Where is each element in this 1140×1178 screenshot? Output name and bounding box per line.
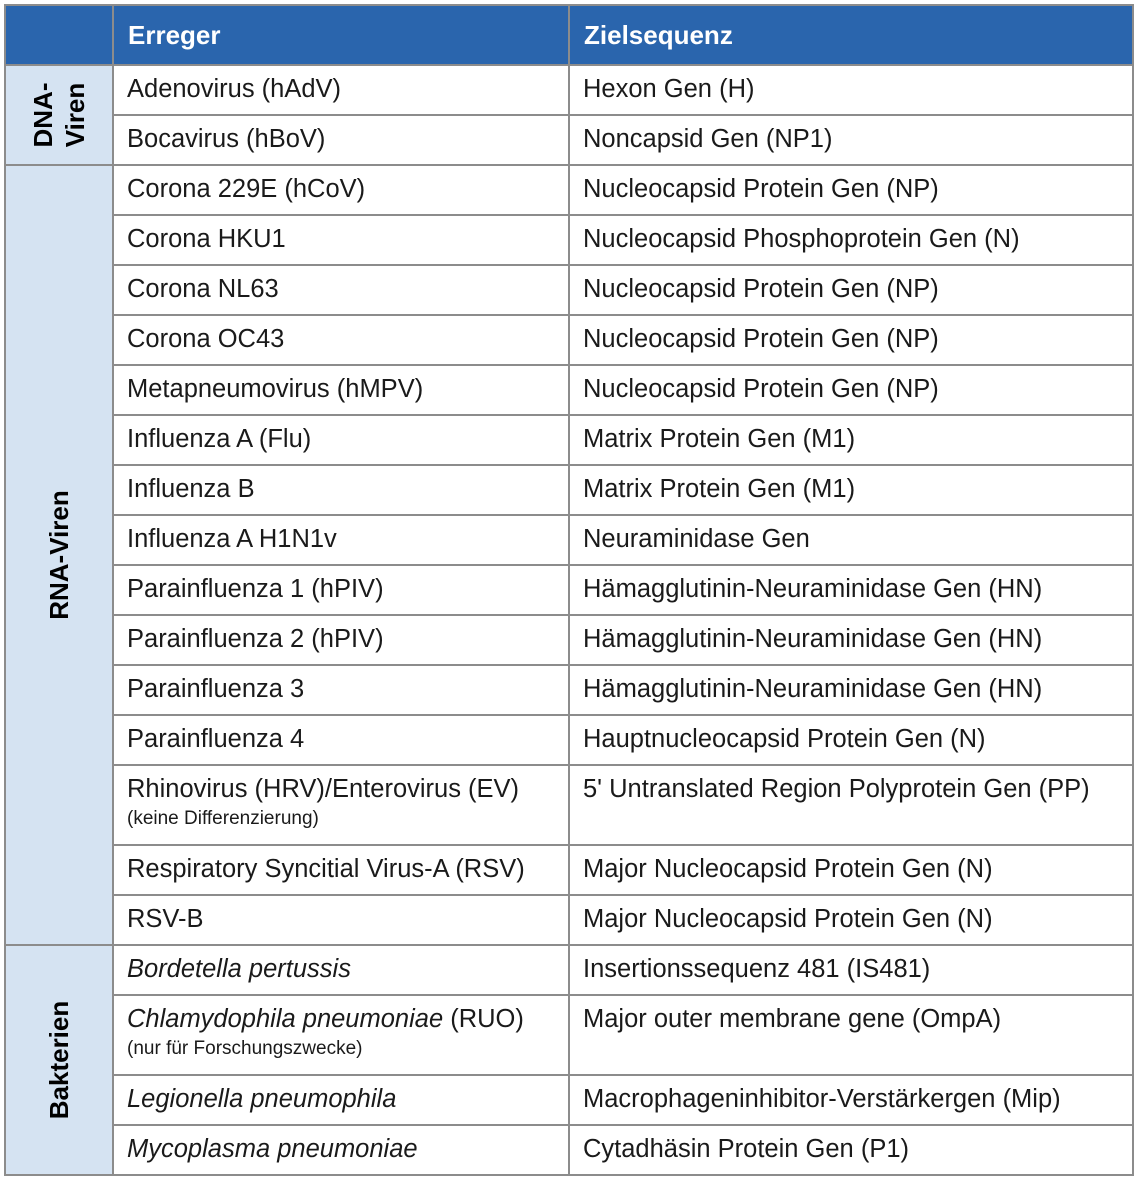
pathogen-cell: Bordetella pertussis	[113, 945, 569, 995]
table-row	[5, 995, 1133, 1075]
target-cell: Noncapsid Gen (NP1)	[569, 115, 1133, 165]
table-row	[5, 1125, 1133, 1175]
target-cell: Hämagglutinin-Neuraminidase Gen (HN)	[569, 665, 1133, 715]
target-cell: Hexon Gen (H)	[569, 65, 1133, 115]
pathogen-cell: Mycoplasma pneumoniae	[113, 1125, 569, 1175]
pathogen-cell: Metapneumovirus (hMPV)	[113, 365, 569, 415]
group-label-bakterien: Bakterien	[5, 945, 113, 1175]
pathogen-cell: Corona HKU1	[113, 215, 569, 265]
pathogen-cell: RSV-B	[113, 895, 569, 945]
table-row	[5, 515, 1133, 565]
target-cell: Hämagglutinin-Neuraminidase Gen (HN)	[569, 565, 1133, 615]
target-cell: 5' Untranslated Region Polyprotein Gen (PP)	[569, 765, 1133, 845]
target-cell: Nucleocapsid Protein Gen (NP)	[569, 265, 1133, 315]
table-row	[5, 65, 1133, 115]
table-header-row	[5, 5, 1133, 65]
pathogen-cell: Bocavirus (hBoV)	[113, 115, 569, 165]
table-row	[5, 465, 1133, 515]
target-cell: Hämagglutinin-Neuraminidase Gen (HN)	[569, 615, 1133, 665]
target-cell: Macrophageninhibitor-Verstärkergen (Mip)	[569, 1075, 1133, 1125]
pathogen-cell: Legionella pneumophila	[113, 1075, 569, 1125]
table-row	[5, 215, 1133, 265]
target-cell: Nucleocapsid Protein Gen (NP)	[569, 365, 1133, 415]
target-cell: Nucleocapsid Protein Gen (NP)	[569, 165, 1133, 215]
pathogen-target-table	[4, 4, 1134, 1176]
target-cell: Nucleocapsid Phosphoprotein Gen (N)	[569, 215, 1133, 265]
target-cell: Matrix Protein Gen (M1)	[569, 415, 1133, 465]
group-label-rna-viren: RNA-Viren	[5, 165, 113, 945]
target-cell: Nucleocapsid Protein Gen (NP)	[569, 315, 1133, 365]
table-row	[5, 265, 1133, 315]
table-row	[5, 115, 1133, 165]
table-row	[5, 315, 1133, 365]
pathogen-note: (nur für Forschungszwecke)	[127, 1038, 363, 1059]
table-row	[5, 665, 1133, 715]
target-cell: Neuraminidase Gen	[569, 515, 1133, 565]
pathogen-cell: Influenza B	[113, 465, 569, 515]
header-pathogen: Erreger	[113, 5, 569, 65]
table-row	[5, 615, 1133, 665]
pathogen-cell: Influenza A H1N1v	[113, 515, 569, 565]
pathogen-cell: Parainfluenza 2 (hPIV)	[113, 615, 569, 665]
pathogen-name: Chlamydophila pneumoniae	[127, 1005, 444, 1033]
target-cell: Insertionssequenz 481 (IS481)	[569, 945, 1133, 995]
pathogen-table-container	[4, 4, 1134, 1176]
pathogen-cell: Parainfluenza 4	[113, 715, 569, 765]
target-cell: Major outer membrane gene (OmpA)	[569, 995, 1133, 1075]
table-row	[5, 765, 1133, 845]
table-row	[5, 945, 1133, 995]
target-cell: Hauptnucleocapsid Protein Gen (N)	[569, 715, 1133, 765]
target-cell: Matrix Protein Gen (M1)	[569, 465, 1133, 515]
table-row	[5, 415, 1133, 465]
pathogen-suffix: (RUO)	[443, 1005, 524, 1033]
table-row	[5, 845, 1133, 895]
pathogen-cell: Corona NL63	[113, 265, 569, 315]
table-row	[5, 895, 1133, 945]
target-cell: Major Nucleocapsid Protein Gen (N)	[569, 845, 1133, 895]
table-row	[5, 165, 1133, 215]
pathogen-cell: Respiratory Syncitial Virus-A (RSV)	[113, 845, 569, 895]
pathogen-cell	[113, 765, 569, 845]
target-cell: Major Nucleocapsid Protein Gen (N)	[569, 895, 1133, 945]
header-target-sequence: Zielsequenz	[569, 5, 1133, 65]
pathogen-cell: Corona 229E (hCoV)	[113, 165, 569, 215]
pathogen-cell	[113, 995, 569, 1075]
pathogen-cell: Influenza A (Flu)	[113, 415, 569, 465]
target-cell: Cytadhäsin Protein Gen (P1)	[569, 1125, 1133, 1175]
table-row	[5, 1075, 1133, 1125]
pathogen-cell: Corona OC43	[113, 315, 569, 365]
header-group-cell	[5, 5, 113, 65]
table-row	[5, 365, 1133, 415]
pathogen-cell: Parainfluenza 1 (hPIV)	[113, 565, 569, 615]
pathogen-name: Rhinovirus (HRV)/Enterovirus (EV)	[127, 775, 520, 803]
table-row	[5, 715, 1133, 765]
table-row	[5, 565, 1133, 615]
pathogen-cell: Parainfluenza 3	[113, 665, 569, 715]
pathogen-cell: Adenovirus (hAdV)	[113, 65, 569, 115]
group-label-dna-viren: DNA- Viren	[5, 65, 113, 165]
pathogen-note: (keine Differenzierung)	[127, 808, 319, 829]
